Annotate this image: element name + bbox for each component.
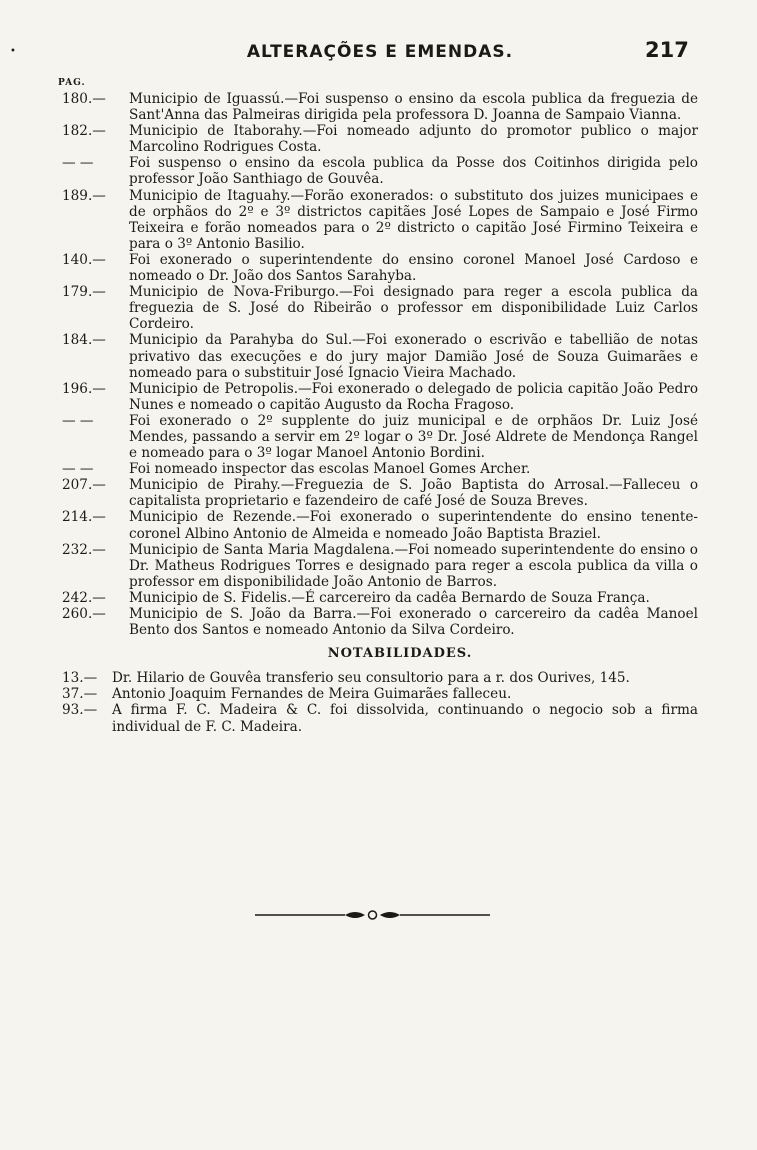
entry-item <box>62 686 698 702</box>
entry-number: 140.— <box>62 251 106 268</box>
entry-number: 182.— <box>62 123 106 140</box>
entry-item <box>62 590 698 606</box>
entry-text: Foi suspenso o ensino da escola publica da Posse dos Coitinhos dirigida pelo professor João Santhiago de Gouvêa. <box>129 155 698 188</box>
entry-item <box>62 252 698 284</box>
entry-text: Foi exonerado o superintendente do ensino coronel Manoel José Cardoso e nomeado o Dr. João dos Santos Sarahyba. <box>129 251 698 285</box>
entry-text: Dr. Hilario de Gouvêa transferio seu consultorio para a r. dos Ourives, 145. <box>112 670 630 687</box>
ornament-divider <box>255 906 490 924</box>
entry-text: Foi nomeado inspector das escolas Manoel Gomes Archer. <box>129 461 531 478</box>
page-number: 217 <box>645 38 689 62</box>
entry-number: 189.— <box>62 187 106 204</box>
entry-number: 242.— <box>62 589 106 606</box>
entry-item <box>62 670 698 686</box>
entry-number: 260.— <box>62 606 106 622</box>
entry-number: — — <box>62 155 94 172</box>
entry-item <box>62 155 698 187</box>
entry-item <box>62 284 698 332</box>
entry-number: 207.— <box>62 477 106 494</box>
entry-item <box>62 509 698 541</box>
alteracoes-list <box>62 91 698 638</box>
notabilidades-list <box>62 670 698 734</box>
entry-number: 196.— <box>62 380 106 397</box>
entry-text: Municipio de Iguassú.—Foi suspenso o ensino da escola publica da freguezia de Sant'Anna das Palmeiras dirigida pela professora D. Joanna de Sampaio Vianna. <box>129 91 698 124</box>
entry-item <box>62 123 698 155</box>
entry-number: 232.— <box>62 541 106 558</box>
margin-mark: • <box>10 46 16 57</box>
entry-item <box>62 606 698 638</box>
entry-item <box>62 477 698 509</box>
entry-item <box>62 542 698 590</box>
pag-label: PAG. <box>58 78 86 88</box>
entry-text: Municipio de Rezende.—Foi exonerado o superintendente do ensino tenente-coronel Albino Antonio de Almeida e nomeado João Baptista Braziel. <box>129 509 698 542</box>
entry-text: Municipio da Parahyba do Sul.—Foi exonerado o escrivão e tabellião de notas privativo das execuções e do jury major Damião José de Souza Guimarães e nomeado para o substituir José Ignacio Vieira Machado. <box>129 332 698 381</box>
entry-text: Antonio Joaquim Fernandes de Meira Guimarães falleceu. <box>112 686 512 703</box>
entry-item <box>62 461 698 477</box>
entry-text: Municipio de Santa Maria Magdalena.—Foi nomeado superintendente do ensino o Dr. Matheus Rodrigues Torres e designado para reger a escola publica da villa o professor em disponibilidade João Antonio de Barros. <box>129 541 698 590</box>
entry-item <box>62 188 698 252</box>
entry-number: 179.— <box>62 284 106 301</box>
entry-number: 93.— <box>62 702 98 719</box>
entry-text: Municipio de S. Fidelis.—É carcereiro da cadêa Bernardo de Souza França. <box>129 589 650 606</box>
body-text <box>62 91 698 735</box>
entry-text: Municipio de Pirahy.—Freguezia de S. João Baptista do Arrosal.—Falleceu o capitalista proprietario e fazendeiro de café José de Souza Breves. <box>129 477 698 510</box>
entry-text: Municipio de S. João da Barra.—Foi exonerado o carcereiro da cadêa Manoel Bento dos Santos e nomeado Antonio da Silva Cordeiro. <box>129 606 698 639</box>
entry-text: Municipio de Petropolis.—Foi exonerado o delegado de policia capitão João Pedro Nunes e nomeado o capitão Augusto da Rocha Fragoso. <box>129 380 698 413</box>
entry-text: Municipio de Itaborahy.—Foi nomeado adjunto do promotor publico o major Marcolino Rodrigues Costa. <box>129 123 698 156</box>
entry-number: 13.— <box>62 670 98 687</box>
entry-item <box>62 702 698 734</box>
entry-number: 214.— <box>62 509 106 526</box>
running-title: ALTERAÇÕES E EMENDAS. <box>246 42 514 62</box>
entry-number: 184.— <box>62 332 106 349</box>
entry-number: — — <box>62 412 94 429</box>
entry-text: Municipio de Itaguahy.—Forão exonerados: o substituto dos juizes municipaes e de orphãos do 2º e 3º districtos capitães José Lopes de Sampaio e José Firmo Teixeira e forão nomeados para o 2º districto o capitão José Firmino Teixeira e para o 3º Antonio Basilio. <box>129 187 698 252</box>
entry-number: 180.— <box>62 91 106 107</box>
page-header <box>0 40 757 70</box>
section-title-notabilidades: NOTABILIDADES. <box>327 646 473 662</box>
entry-number: 37.— <box>62 686 98 703</box>
entry-item <box>62 381 698 413</box>
entry-text: A firma F. C. Madeira & C. foi dissolvida, continuando o negocio sob a firma individual de F. C. Madeira. <box>112 702 698 735</box>
entry-text: Foi exonerado o 2º supplente do juiz municipal e de orphãos Dr. Luiz José Mendes, passando a servir em 2º logar o 3º Dr. José Aldrete de Mendonça Rangel e nomeado para o 3º logar Manoel Antonio Bordini. <box>129 412 698 462</box>
entry-text: Municipio de Nova-Friburgo.—Foi designado para reger a escola publica da freguezia de S. José do Ribeirão o professor em disponibilidade Luiz Carlos Cordeiro. <box>129 284 698 333</box>
entry-item <box>62 91 698 123</box>
entry-item <box>62 332 698 380</box>
entry-item <box>62 413 698 461</box>
entry-number: — — <box>62 461 94 478</box>
